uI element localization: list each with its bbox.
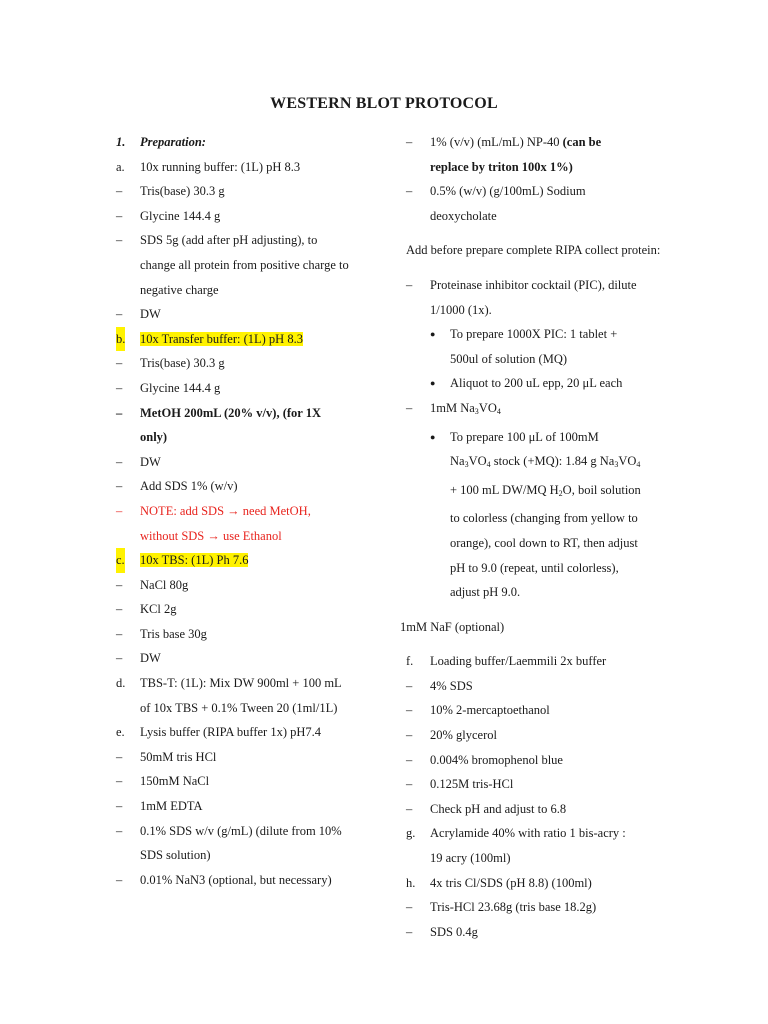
list-item-continued: negative charge [140, 282, 219, 297]
bullet-icon: ● [430, 378, 436, 389]
note-item-continued: without SDS → use Ethanol [140, 528, 282, 543]
list-item-d: d. TBS-T: (1L): Mix DW 900ml + 100 mL [116, 676, 342, 691]
list-item: – 1mM $Na_3VO_4$ [406, 400, 501, 416]
list-item: – Glycine 144.4 g [116, 380, 221, 395]
section-title: Preparation: [140, 135, 206, 149]
arrow-icon: → [227, 503, 240, 518]
list-item-continued: SDS solution) [140, 848, 211, 863]
list-item-continued: replace by triton 100x 1%) [430, 159, 573, 174]
highlighted-text: 10x Transfer buffer: (1L) pH 8.3 [140, 331, 303, 346]
bullet-item-continued: to colorless (changing from yellow to [450, 511, 638, 526]
list-item: – 1% (v/v) (mL/mL) NP-40 (can be [406, 135, 602, 149]
list-item: – Tris(base) 30.3 g [116, 184, 225, 199]
list-item: – 20% glycerol [406, 728, 497, 743]
list-item: – Glycine 144.4 g [116, 208, 221, 223]
list-item: – 0.01% NaN3 (optional, but necessary) [116, 872, 332, 887]
bullet-item-continued: $Na_3VO_4$ stock (+MQ): 1.84 g $Na_3VO_4$ [450, 454, 641, 470]
section-number: 1. [116, 135, 126, 149]
list-item: – 0.004% bromophenol blue [406, 752, 563, 767]
list-item: – Tris-HCl 23.68g (tris base 18.2g) [406, 900, 597, 915]
list-item-continued: 19 acry (100ml) [430, 851, 511, 866]
list-item-a: a. 10x running buffer: (1L) pH 8.3 [116, 159, 301, 174]
list-item-h: h. 4x tris Cl/SDS (pH 8.8) (100ml) [406, 875, 592, 890]
arrow-icon: → [207, 528, 220, 543]
right-column [400, 130, 678, 944]
list-item-c: c. 10x TBS: (1L) Ph 7.6 [116, 548, 364, 573]
list-item: – 50mM tris HCl [116, 749, 217, 764]
list-item: – Proteinase inhibitor cocktail (PIC), dilute [406, 277, 637, 292]
list-item-e: e. Lysis buffer (RIPA buffer 1x) pH7.4 [116, 725, 322, 740]
list-item: – DW [116, 651, 161, 666]
bullet-item: ● To prepare 100 μL of 100mM [406, 425, 678, 450]
bullet-item-continued: adjust pH 9.0. [450, 585, 521, 600]
list-item: – 150mM NaCl [116, 774, 210, 789]
list-item: – DW [116, 454, 161, 469]
highlighted-text: 10x TBS: (1L) Ph 7.6 [140, 553, 249, 568]
paragraph: Add before prepare complete RIPA collect protein: [406, 243, 661, 258]
bullet-icon: ● [430, 329, 436, 340]
bullet-item-continued: pH to 9.0 (repeat, until colorless), [450, 560, 619, 575]
list-item-continued: change all protein from positive charge to [140, 257, 349, 272]
paragraph: 1mM NaF (optional) [400, 619, 505, 634]
note-item: – NOTE: add SDS → need MetOH, [116, 503, 311, 518]
list-item: – 0.1% SDS w/v (g/mL) (dilute from 10% [116, 823, 342, 838]
list-item: – 4% SDS [406, 678, 473, 693]
list-item-f: f. Loading buffer/Laemmili 2x buffer [406, 654, 607, 669]
list-item: – SDS 0.4g [406, 924, 478, 939]
bullet-item: ● Aliquot to 200 uL epp, 20 μL each [406, 371, 678, 396]
list-item: – 10% 2-mercaptoethanol [406, 703, 550, 718]
list-item-continued: only) [140, 430, 168, 445]
bullet-icon: ● [430, 431, 436, 442]
left-column [116, 130, 364, 892]
document-title: WESTERN BLOT PROTOCOL [270, 95, 498, 112]
list-item: – MetOH 200mL (20% v/v), (for 1X [116, 405, 321, 420]
bullet-item-continued: + 100 mL DW/MQ $H_2O$, boil solution [450, 482, 641, 498]
list-item: – Tris base 30g [116, 626, 207, 641]
list-item-continued: 1/1000 (1x). [430, 302, 492, 317]
list-item-continued: deoxycholate [430, 208, 497, 223]
bullet-item-continued: 500ul of solution (MQ) [450, 351, 568, 366]
section-heading [116, 130, 364, 155]
bullet-item-continued: orange), cool down to RT, then adjust [450, 535, 638, 550]
list-item: – Add SDS 1% (w/v) [116, 479, 238, 494]
list-item: – 1mM EDTA [116, 799, 203, 814]
list-item-continued: of 10x TBS + 0.1% Tween 20 (1ml/1L) [140, 700, 338, 715]
list-item: – 0.125M tris-HCl [406, 777, 514, 792]
list-item: – Check pH and adjust to 6.8 [406, 801, 567, 816]
list-item: – NaCl 80g [116, 577, 189, 592]
list-item-g: g. Acrylamide 40% with ratio 1 bis-acry : [406, 826, 626, 841]
list-item: – SDS 5g (add after pH adjusting), to [116, 233, 318, 248]
list-item: – Tris(base) 30.3 g [116, 356, 225, 371]
bullet-item: ● To prepare 1000X PIC: 1 tablet + [406, 322, 678, 347]
list-item: – DW [116, 307, 161, 322]
list-item-b: b. 10x Transfer buffer: (1L) pH 8.3 [116, 327, 364, 352]
list-item: – KCl 2g [116, 602, 177, 617]
list-item: – 0.5% (w/v) (g/100mL) Sodium [406, 184, 586, 199]
